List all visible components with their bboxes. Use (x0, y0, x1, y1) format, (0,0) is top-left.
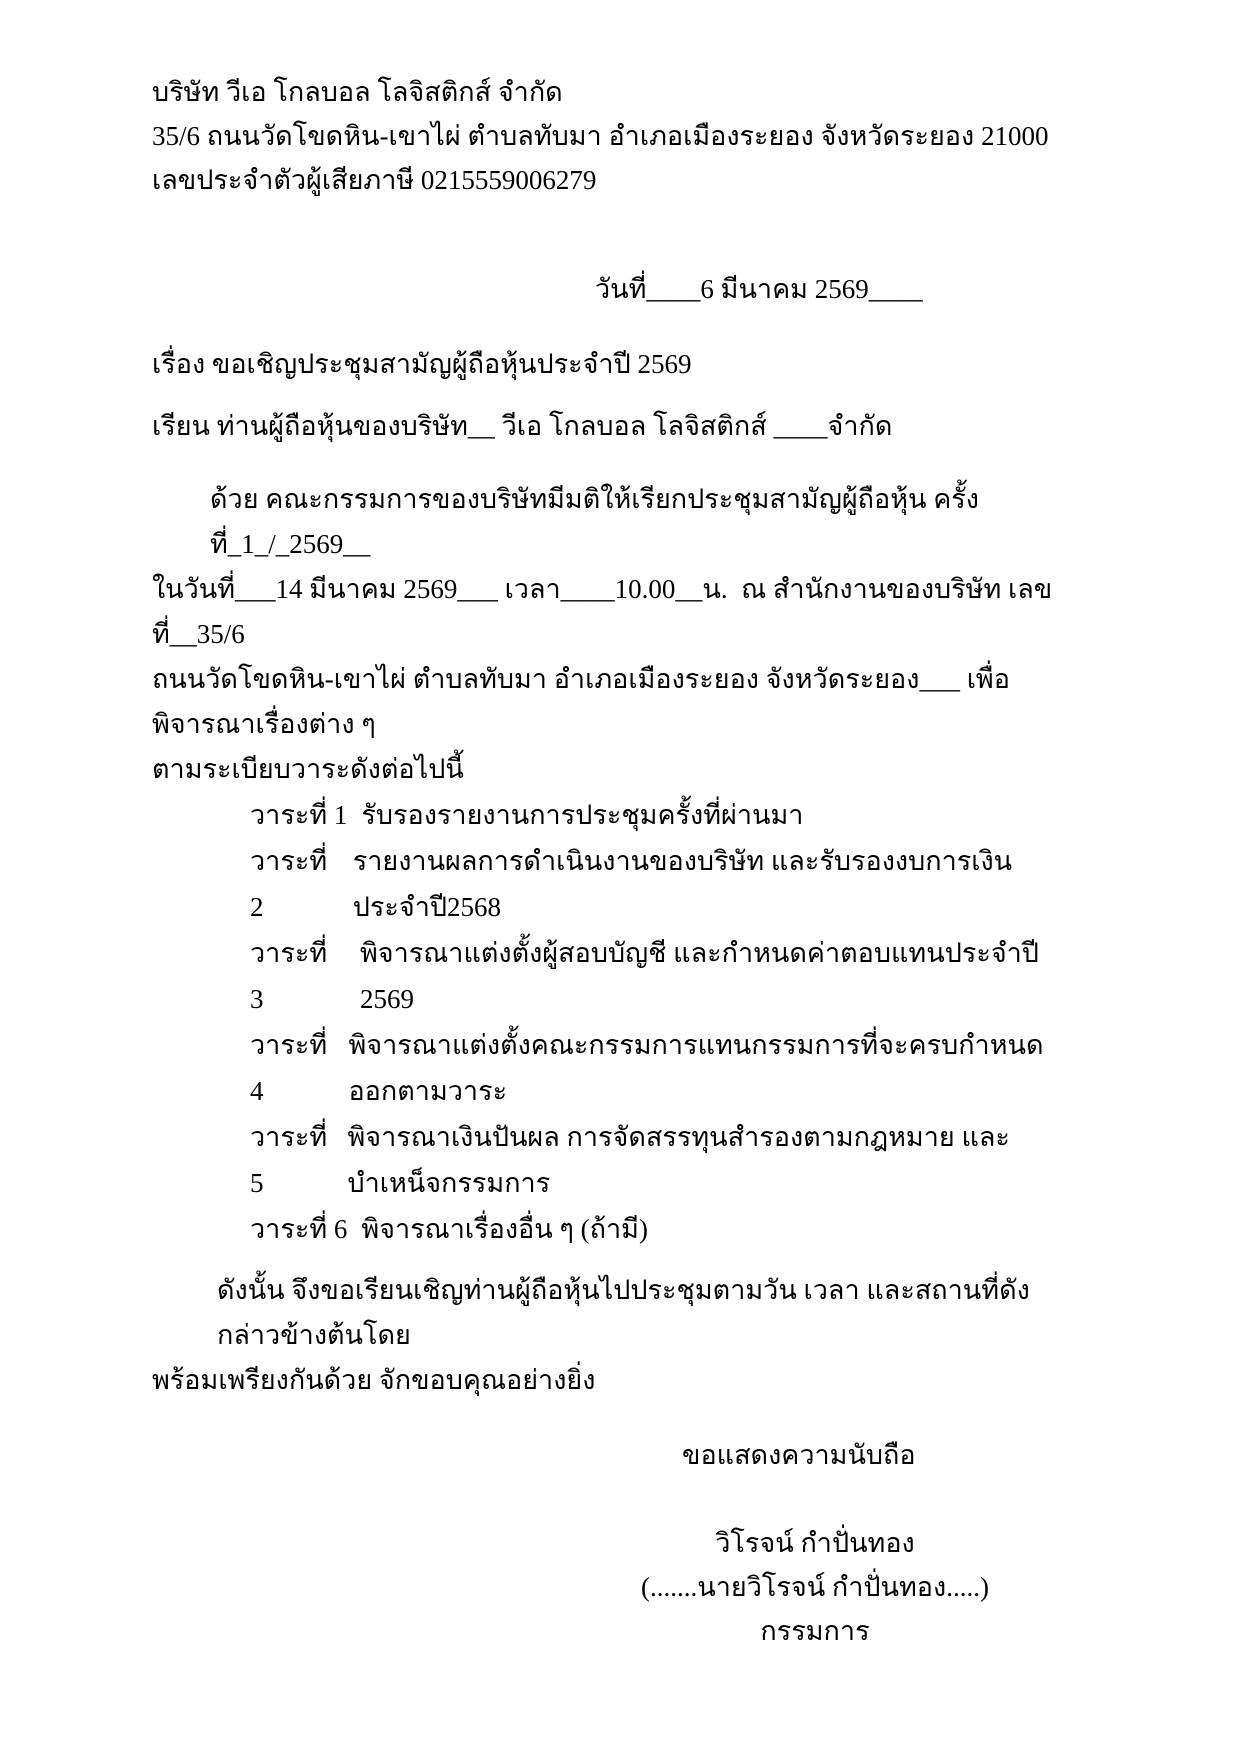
agenda-item-text: พิจารณาเรื่องอื่น ๆ (ถ้ามี) (361, 1214, 648, 1244)
closing-line-2: พร้อมเพรียงกันด้วย จักขอบคุณอย่างยิ่ง (152, 1365, 596, 1395)
salutation: ขอแสดงความนับถือ (682, 1440, 916, 1470)
agenda-item-label: วาระที่ 6 (250, 1214, 348, 1244)
company-name: บริษัท วีเอ โกลบอล โลจิสติกส์ จำกัด (152, 77, 563, 107)
agenda-item (250, 930, 1089, 1022)
agenda-item (250, 1206, 1089, 1252)
tax-id-line: เลขประจำตัวผู้เสียภาษี 0215559006279 (152, 165, 597, 195)
agenda-item-label: วาระที่ 5 (250, 1122, 334, 1198)
agenda-item-label: วาระที่ 3 (250, 938, 334, 1014)
agenda-item-text: พิจารณาแต่งตั้งผู้สอบบัญชี และกำหนดค่าตอบแทนประจำปี 2569 (359, 938, 1046, 1014)
signer-name-parenthesized: (.......นายวิโรจน์ กำปั่นทอง.....) (641, 1572, 989, 1602)
agenda-item (250, 838, 1089, 930)
closing-paragraph (152, 1268, 1089, 1403)
body-line-3: ถนนวัดโขดหิน-เขาไผ่ ตำบลทับมา อำเภอเมืองระยอง จังหวัดระยอง___ เพื่อพิจารณาเรื่องต่าง ๆ (152, 664, 1010, 739)
body-line-1: ด้วย คณะกรรมการของบริษัทมีมติให้เรียกประชุมสามัญผู้ถือหุ้น ครั้งที่_1_/_2569__ (210, 484, 979, 559)
subject-line: เรื่อง ขอเชิญประชุมสามัญผู้ถือหุ้นประจำปี 2569 (152, 349, 692, 379)
body-line-2: ในวันที่___14 มีนาคม 2569___ เวลา____10.00__น. ณ สำนักงานของบริษัท เลขที่__35/6 (152, 574, 1053, 649)
signature-block (585, 1521, 1045, 1653)
agenda-item (250, 1114, 1089, 1206)
letterhead (152, 70, 1089, 202)
agenda-item-text: รับรองรายงานการประชุมครั้งที่ผ่านมา (361, 800, 804, 830)
closing-line-1: ดังนั้น จึงขอเรียนเชิญท่านผู้ถือหุ้นไปประชุมตามวัน เวลา และสถานที่ดังกล่าวข้างต้นโดย (217, 1275, 1030, 1350)
date-line: วันที่____6 มีนาคม 2569____ (595, 274, 923, 304)
agenda-item-text: พิจารณาแต่งตั้งคณะกรรมการแทนกรรมการที่จะครบกำหนดออกตามวาระ (348, 1030, 1044, 1106)
agenda-item-text: รายงานผลการดำเนินงานของบริษัท และรับรองงบการเงินประจำปี2568 (352, 846, 1013, 922)
body-paragraph (152, 477, 1089, 792)
signer-name: วิโรจน์ กำปั่นทอง (715, 1528, 915, 1558)
agenda-item-text: พิจารณาเงินปันผล การจัดสรรทุนสำรองตามกฎหมาย และบำเหน็จกรรมการ (347, 1122, 1010, 1198)
to-line: เรียน ท่านผู้ถือหุ้นของบริษัท__ วีเอ โกลบอล โลจิสติกส์ ____จำกัด (152, 411, 893, 441)
agenda-item (250, 1022, 1089, 1114)
body-line-4: ตามระเบียบวาระดังต่อไปนี้ (152, 754, 464, 784)
agenda-item-label: วาระที่ 4 (250, 1030, 334, 1106)
agenda-list (250, 792, 1089, 1252)
letter-content (152, 70, 1089, 1653)
agenda-item (250, 792, 1089, 838)
signer-title: กรรมการ (760, 1616, 870, 1646)
agenda-item-label: วาระที่ 1 (250, 800, 348, 830)
agenda-item-label: วาระที่ 2 (250, 846, 334, 922)
company-address: 35/6 ถนนวัดโขดหิน-เขาไผ่ ตำบลทับมา อำเภอเมืองระยอง จังหวัดระยอง 21000 (152, 121, 1049, 151)
